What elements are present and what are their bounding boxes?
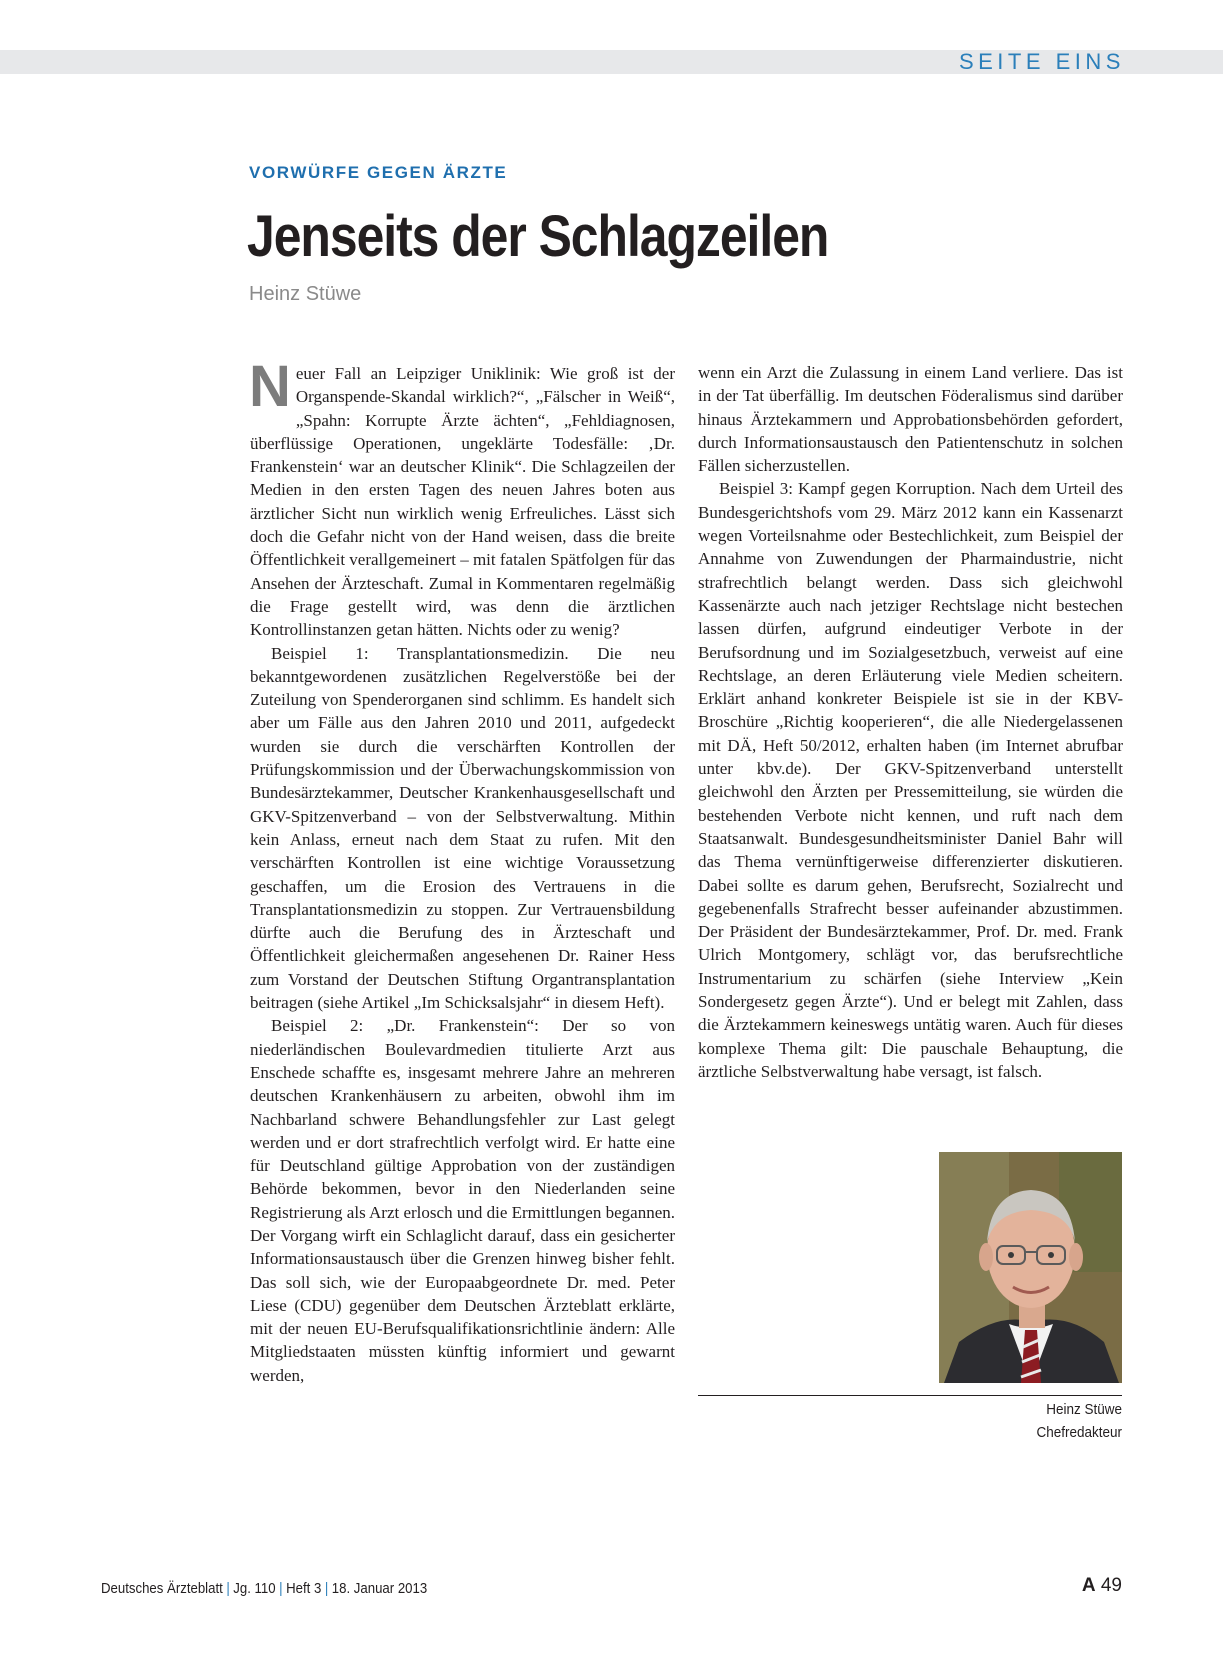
- page-number-value: 49: [1100, 1575, 1122, 1596]
- article-author: Heinz Stüwe: [249, 283, 362, 305]
- section-label: SEITE EINS: [958, 49, 1125, 74]
- footer-separator: |: [226, 1580, 230, 1597]
- article-title: Jenseits der Schlagzeilen: [247, 204, 829, 269]
- footer-issue: Heft 3: [286, 1580, 322, 1597]
- caption-name: Heinz Stüwe: [1046, 1401, 1122, 1418]
- paragraph: Beispiel 3: Kampf gegen Korruption. Nach dem Urteil des Bundesgerichtshofs vom 29. März 2012 kann ein Kassenarzt wegen Vorteilsnahme oder Bestechlichkeit, zum Beispiel der Annahme von Zuwendungen der Pharmaindustrie, nicht strafrechtlich belangt werden. Dass sich gleichwohl Kassenärzte auch nach jetziger Rechtslage nicht bestechen lassen dürfen, aufgrund eindeutiger Verbote in der Berufsordnung und im Sozialgesetzbuch, verweist auf eine Rechtslage, an deren Erläuterung viele Medien scheitern. Erklärt anhand konkreter Beispiele ist sie in der KBV-Broschüre „Richtig kooperieren“, die alle Niedergelassenen mit DÄ, Heft 50/2012, erhalten haben (im Internet abrufbar unter kbv.de). Der GKV-Spitzenverband unterstellt gleichwohl den Ärzten per Pressemitteilung, sie würden die bestehenden Verbote nicht kennen, und ruft nach dem Staatsanwalt. Bundesgesundheitsminister Daniel Bahr will das Thema vernünftigerweise differenzierter diskutieren. Dabei sollte es darum gehen, Berufsrecht, Sozialrecht und gegebenenfalls Strafrecht besser aufeinander abzustimmen. Der Präsident der Bundesärztekammer, Prof. Dr. med. Frank Ulrich Montgomery, schlägt vor, das berufsrechtliche Instrumentarium zu schärfen (siehe Interview „Kein Sondergesetz gegen Ärzte“). Und er belegt mit Zahlen, dass die Ärztekammern keineswegs untätig waren. Auch für dieses komplexe Thema gilt: Die pauschale Behauptung, die ärztliche Selbstverwaltung habe versagt, ist falsch.: [698, 479, 1123, 1081]
- paragraph: Beispiel 1: Transplantationsmedizin. Die neu bekanntgewordenen zusätzlichen Regelverstöße bei der Zuteilung von Spenderorganen sind schlimm. Es handelt sich aber um Fälle aus den Jahren 2010 und 2011, aufgedeckt wurden sie durch die verschärften Kontrollen der Prüfungskommission und der Überwachungskommission von Bundesärztekammer, Deutscher Krankenhausgesellschaft und GKV-Spitzenverband – von der Selbstverwaltung. Mithin kein Anlass, erneut nach dem Staat zu rufen. Mit den verschärften Kontrollen ist eine wichtige Voraussetzung geschaffen, um die Erosion des Vertrauens in die Transplantationsmedizin zu stoppen. Zur Vertrauensbildung dürfte auch die Berufung des in Ärzteschaft und Öffentlichkeit gleichermaßen angesehenen Dr. Rainer Hess zum Vorstand der Deutschen Stiftung Organtransplantation beitragen (siehe Artikel „Im Schicksalsjahr“ in diesem Heft).: [250, 643, 675, 1013]
- paragraph: wenn ein Arzt die Zulassung in einem Land verliere. Das ist in der Tat überfällig. Im deutschen Föderalismus sind darüber hinaus Ärztekammern und Approbationsbehörden gefordert, durch Informationsaustausch den Patientenschutz in solchen Fällen sicherzustellen.: [698, 363, 1123, 476]
- paragraph: Beispiel 2: „Dr. Frankenstein“: Der so von niederländischen Boulevardmedien titulierte Arzt aus Enschede schaffte es, insgesamt mehrere Jahre an mehreren deutschen Krankenhäusern zu arbeiten, obwohl ihm im Nachbarland schwere Behandlungsfehler zur Last gelegt werden und er dort strafrechtlich verfolgt wird. Er hatte eine für Deutschland gültige Approbation von der zuständigen Behörde bekommen, bevor in den Niederlanden seine Registrierung als Arzt erlosch und die Ermittlungen begannen. Der Vorgang wirft ein Schlaglicht darauf, dass ein gesicherter Informationsaustausch über die Grenzen hinweg bisher fehlt. Das soll sich, wie der Europaabgeordnete Dr. med. Peter Liese (CDU) gegenüber dem Deutschen Ärzteblatt erklärte, mit der neuen EU-Berufsqualifikationsrichtlinie ändern: Alle Mitgliedstaaten müssten künftig informiert und gewarnt werden,: [250, 1016, 675, 1385]
- page-prefix: A: [1081, 1575, 1096, 1596]
- paragraph: Neuer Fall an Leipziger Uniklinik: Wie groß ist der Organspende-Skandal wirklich?“, „Fälscher in Weiß“, „Spahn: Korrupte Ärzte ächten“, „Fehldiagnosen, überflüssige Operationen, ungeklärte Todesfälle: ‚Dr. Frankenstein‘ war an deutscher Klinik“. Die Schlagzeilen der Medien in den ersten Tagen des neuen Jahres boten aus ärztlicher Sicht nun wirklich wenig Erfreuliches. Lässt sich doch die Gefahr nicht von der Hand weisen, dass die breite Öffentlichkeit verallgemeinert – mit fatalen Spätfolgen für das Ansehen der Ärzteschaft. Zumal in Kommentaren regelmäßig die Frage gestellt wird, was denn die ärztlichen Kontrollinstanzen getan hätten. Nichts oder zu wenig?: [249, 354, 676, 640]
- page-number: [1082, 1575, 1122, 1597]
- footer-separator: |: [324, 1580, 329, 1597]
- author-portrait-image: [939, 1152, 1122, 1383]
- caption-rule: [698, 1395, 1122, 1396]
- article-column-1: [249, 354, 676, 1387]
- dropcap-letter: N: [249, 354, 291, 419]
- footer-volume: Jg. 110: [233, 1580, 276, 1597]
- photo-caption: [1027, 1398, 1122, 1444]
- footer-publication: Deutsches Ärzteblatt: [101, 1580, 223, 1597]
- caption-role: Chefredakteur: [1036, 1424, 1122, 1441]
- article-column-2: [698, 361, 1123, 1083]
- article-kicker: VORWÜRFE GEGEN ÄRZTE: [249, 163, 508, 182]
- footer-citation: [101, 1580, 427, 1597]
- footer-date: 18. Januar 2013: [331, 1580, 428, 1597]
- footer-separator: |: [279, 1580, 283, 1597]
